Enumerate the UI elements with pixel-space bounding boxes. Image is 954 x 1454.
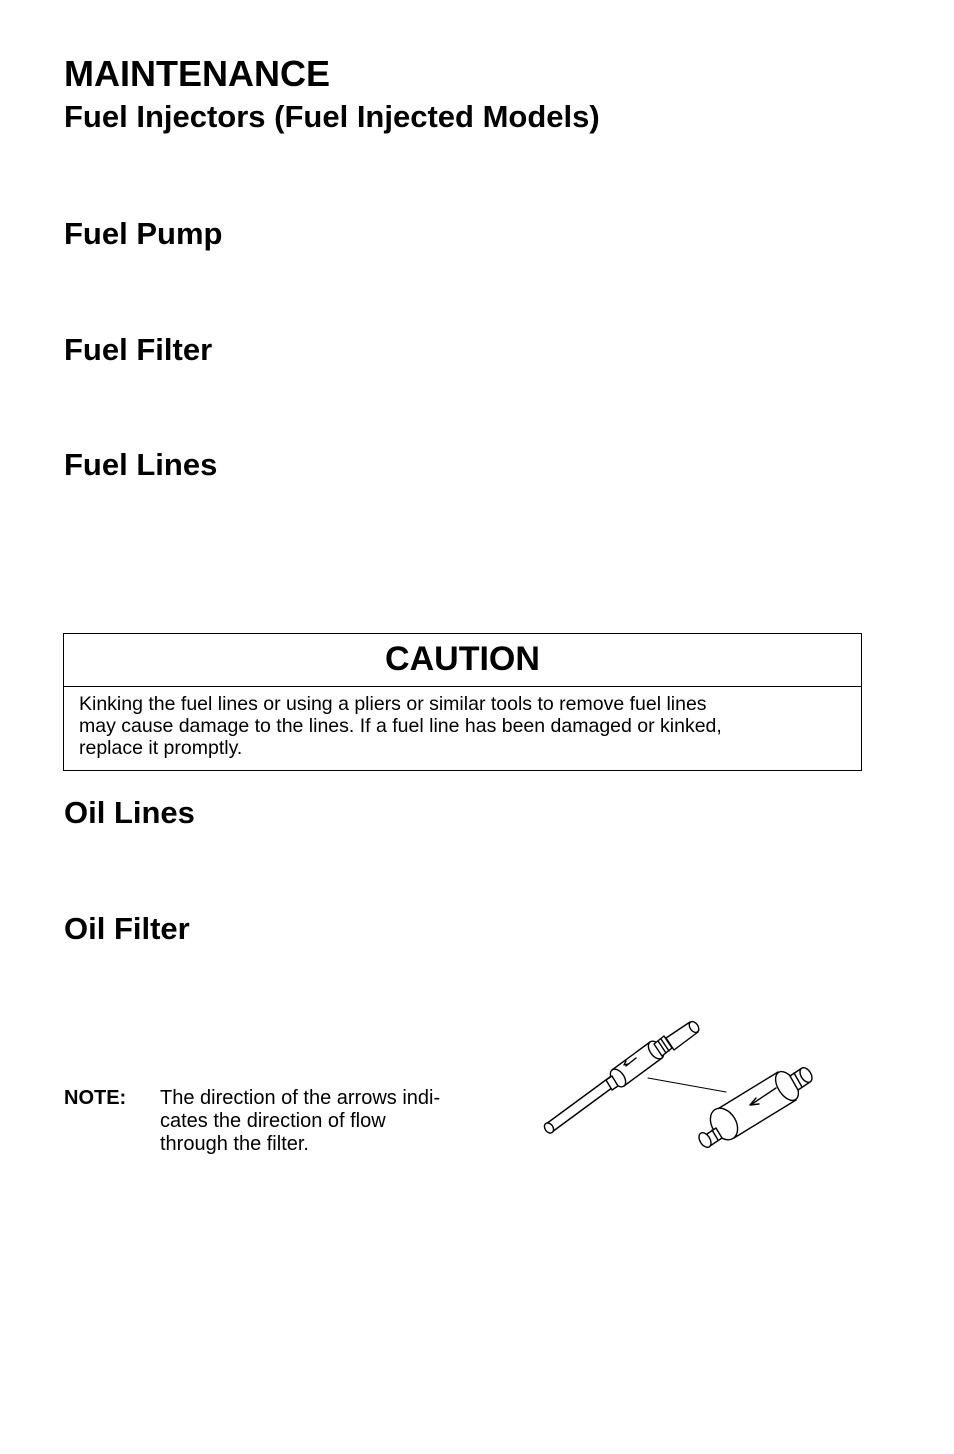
note-text-line: The direction of the arrows indi- (160, 1087, 441, 1109)
fuel-filter-illustration-icon (540, 1018, 820, 1158)
caution-box (63, 633, 862, 771)
caution-text (64, 687, 861, 759)
large-filter-icon (697, 1066, 815, 1150)
section-heading-fuel-injectors: Fuel Injectors (Fuel Injected Models) (64, 99, 600, 134)
caution-text-line: replace it promptly. (79, 737, 243, 759)
note-label: NOTE: (64, 1087, 127, 1109)
section-heading-fuel-lines: Fuel Lines (64, 447, 218, 482)
caution-text-line: Kinking the fuel lines or using a pliers or similar tools to remove fuel lines (79, 693, 707, 715)
fuel-line-icon (543, 1020, 701, 1135)
section-heading-oil-filter: Oil Filter (64, 911, 190, 946)
caution-title: CAUTION (64, 634, 861, 687)
section-heading-oil-lines: Oil Lines (64, 795, 195, 830)
note (64, 1087, 494, 1156)
section-heading-fuel-filter: Fuel Filter (64, 332, 213, 367)
page-title: MAINTENANCE (64, 53, 330, 94)
caution-text-line: may cause damage to the lines. If a fuel line has been damaged or kinked, (79, 715, 722, 737)
note-text-line: through the filter. (160, 1133, 309, 1155)
section-heading-fuel-pump: Fuel Pump (64, 216, 223, 251)
note-text-line: cates the direction of flow (160, 1110, 386, 1132)
